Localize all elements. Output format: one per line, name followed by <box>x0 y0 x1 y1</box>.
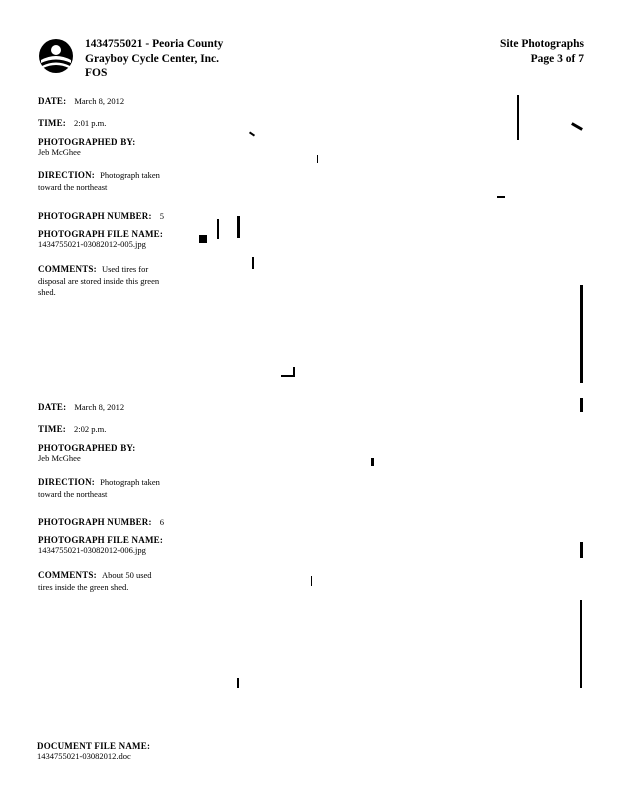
date-label: DATE: <box>38 96 67 106</box>
state-seal-icon <box>38 38 74 74</box>
comments-label: COMMENTS: <box>38 264 97 274</box>
document-file-name-label: DOCUMENT FILE NAME: <box>37 741 151 751</box>
comments-label: COMMENTS: <box>38 570 97 580</box>
direction-value-line1: Photograph taken <box>100 170 160 180</box>
comments-line2: disposal are stored inside this green <box>38 275 160 286</box>
header-right <box>500 37 584 66</box>
date-value: March 8, 2012 <box>74 402 125 412</box>
direction-value-line2: toward the northeast <box>38 181 108 192</box>
file-name-label: PHOTOGRAPH FILE NAME: <box>38 229 164 239</box>
file-name-label: PHOTOGRAPH FILE NAME: <box>38 535 164 545</box>
photo2-number-row <box>38 512 164 530</box>
photographer-name: Jeb McGhee <box>38 453 81 463</box>
photo1-number-row <box>38 206 164 224</box>
time-label: TIME: <box>38 424 66 434</box>
photo-number-label: PHOTOGRAPH NUMBER: <box>38 517 152 527</box>
photographer-name: Jeb McGhee <box>38 147 81 157</box>
file-name-value: 1434755021-03082012-006.jpg <box>38 545 146 555</box>
photo1-comments <box>38 264 198 299</box>
photo1-image <box>195 85 590 390</box>
document-footer <box>37 741 150 761</box>
photo1-filename <box>38 229 163 249</box>
direction-value-line2: toward the northeast <box>38 488 108 499</box>
comments-line1: Used tires for <box>101 264 149 274</box>
photographed-by-label: PHOTOGRAPHED BY: <box>38 137 136 147</box>
facility-type: FOS <box>85 67 108 79</box>
direction-value-line1: Photograph taken <box>100 477 160 487</box>
facility-id-county: 1434755021 - Peoria County <box>85 38 224 50</box>
photo1-photographer <box>38 137 135 157</box>
photo1-time-row <box>38 113 106 131</box>
document-file-name-value: 1434755021-03082012.doc <box>37 751 131 761</box>
photo2-filename <box>38 535 163 555</box>
page-number: Page 3 of 7 <box>530 52 584 65</box>
comments-line2: tires inside the green shed. <box>38 581 129 592</box>
file-name-value: 1434755021-03082012-005.jpg <box>38 239 146 249</box>
document-title: Site Photographs <box>499 38 584 50</box>
photo2-comments <box>38 570 198 593</box>
comments-line1: About 50 used <box>101 570 152 580</box>
time-value: 2:01 p.m. <box>74 118 107 128</box>
photo2-date-row <box>38 397 124 415</box>
photo2-photographer <box>38 443 135 463</box>
date-label: DATE: <box>38 402 67 412</box>
facility-name: Grayboy Cycle Center, Inc. <box>85 52 220 65</box>
photo-number-label: PHOTOGRAPH NUMBER: <box>38 211 152 221</box>
photo2-image <box>195 392 590 697</box>
photo1-direction <box>38 170 198 193</box>
photo2-time-row <box>38 419 106 437</box>
header-block <box>85 37 223 81</box>
comments-line3: shed. <box>38 287 56 297</box>
photo-number-value: 6 <box>159 517 164 527</box>
time-label: TIME: <box>38 118 66 128</box>
direction-label: DIRECTION: <box>38 477 96 487</box>
photo1-date-row <box>38 91 124 109</box>
time-value: 2:02 p.m. <box>74 424 107 434</box>
direction-label: DIRECTION: <box>38 170 96 180</box>
date-value: March 8, 2012 <box>74 96 125 106</box>
photographed-by-label: PHOTOGRAPHED BY: <box>38 443 136 453</box>
agency-logo <box>38 38 74 74</box>
photo-number-value: 5 <box>159 211 164 221</box>
photo2-direction <box>38 477 198 500</box>
